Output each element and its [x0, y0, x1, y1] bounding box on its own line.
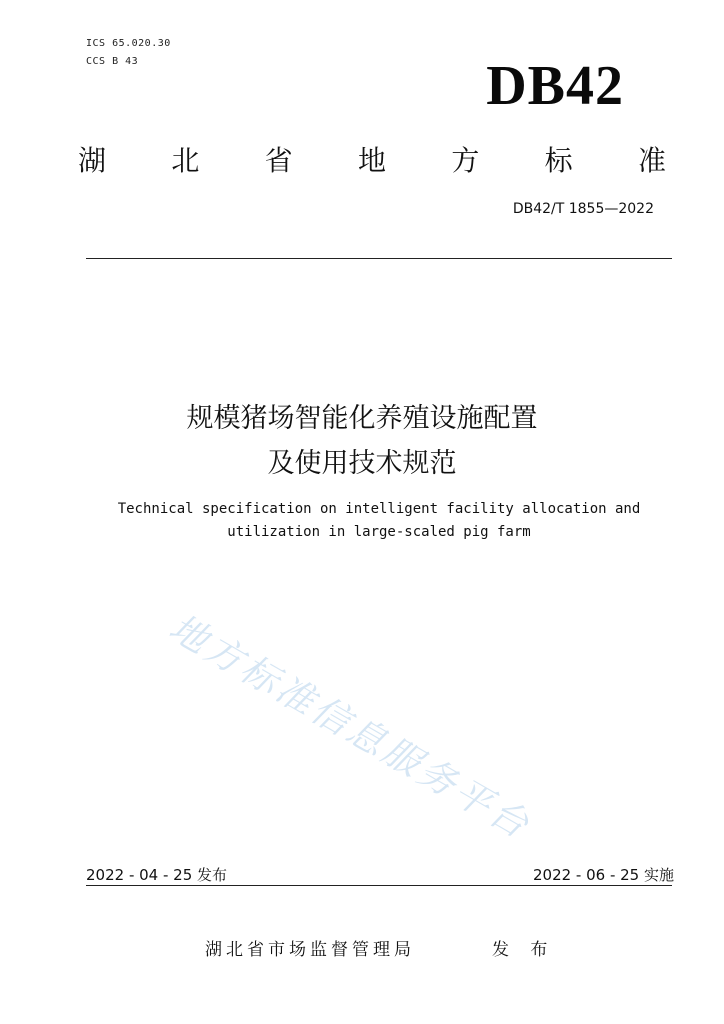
- standard-type-char: 准: [637, 144, 666, 177]
- title-en-line2: utilization in large-scaled pig farm: [227, 524, 531, 540]
- top-divider: [86, 258, 672, 259]
- issue-label: 发 布: [492, 940, 556, 960]
- watermark: 地方标准信息服务平台: [162, 605, 539, 849]
- implementation-date: 2022 - 06 - 25 实施: [532, 866, 674, 884]
- issuing-authority: 湖北省市场监督管理局: [205, 940, 415, 960]
- title-cn-line1: 规模猪场智能化养殖设施配置: [186, 403, 538, 434]
- publish-date: 2022 - 04 - 25 发布: [86, 866, 228, 884]
- standard-type-heading: [78, 139, 666, 179]
- bottom-divider: [86, 885, 672, 886]
- ics-code: ICS 65.020.30: [86, 38, 171, 49]
- standard-type-char: 标: [544, 144, 573, 177]
- title-en-line1: Technical specification on intelligent facility allocation and: [117, 501, 641, 517]
- standard-type-char: 地: [357, 144, 386, 177]
- standard-logo: DB42: [486, 55, 624, 117]
- standard-type-char: 湖: [78, 144, 107, 177]
- standard-number: DB42/T 1855—2022: [512, 201, 654, 217]
- standard-type-char: 方: [451, 144, 480, 177]
- standard-type-char: 省: [264, 144, 293, 177]
- title-cn-line2: 及使用技术规范: [267, 448, 457, 479]
- standard-type-char: 北: [171, 144, 200, 177]
- ccs-code: CCS B 43: [86, 56, 139, 67]
